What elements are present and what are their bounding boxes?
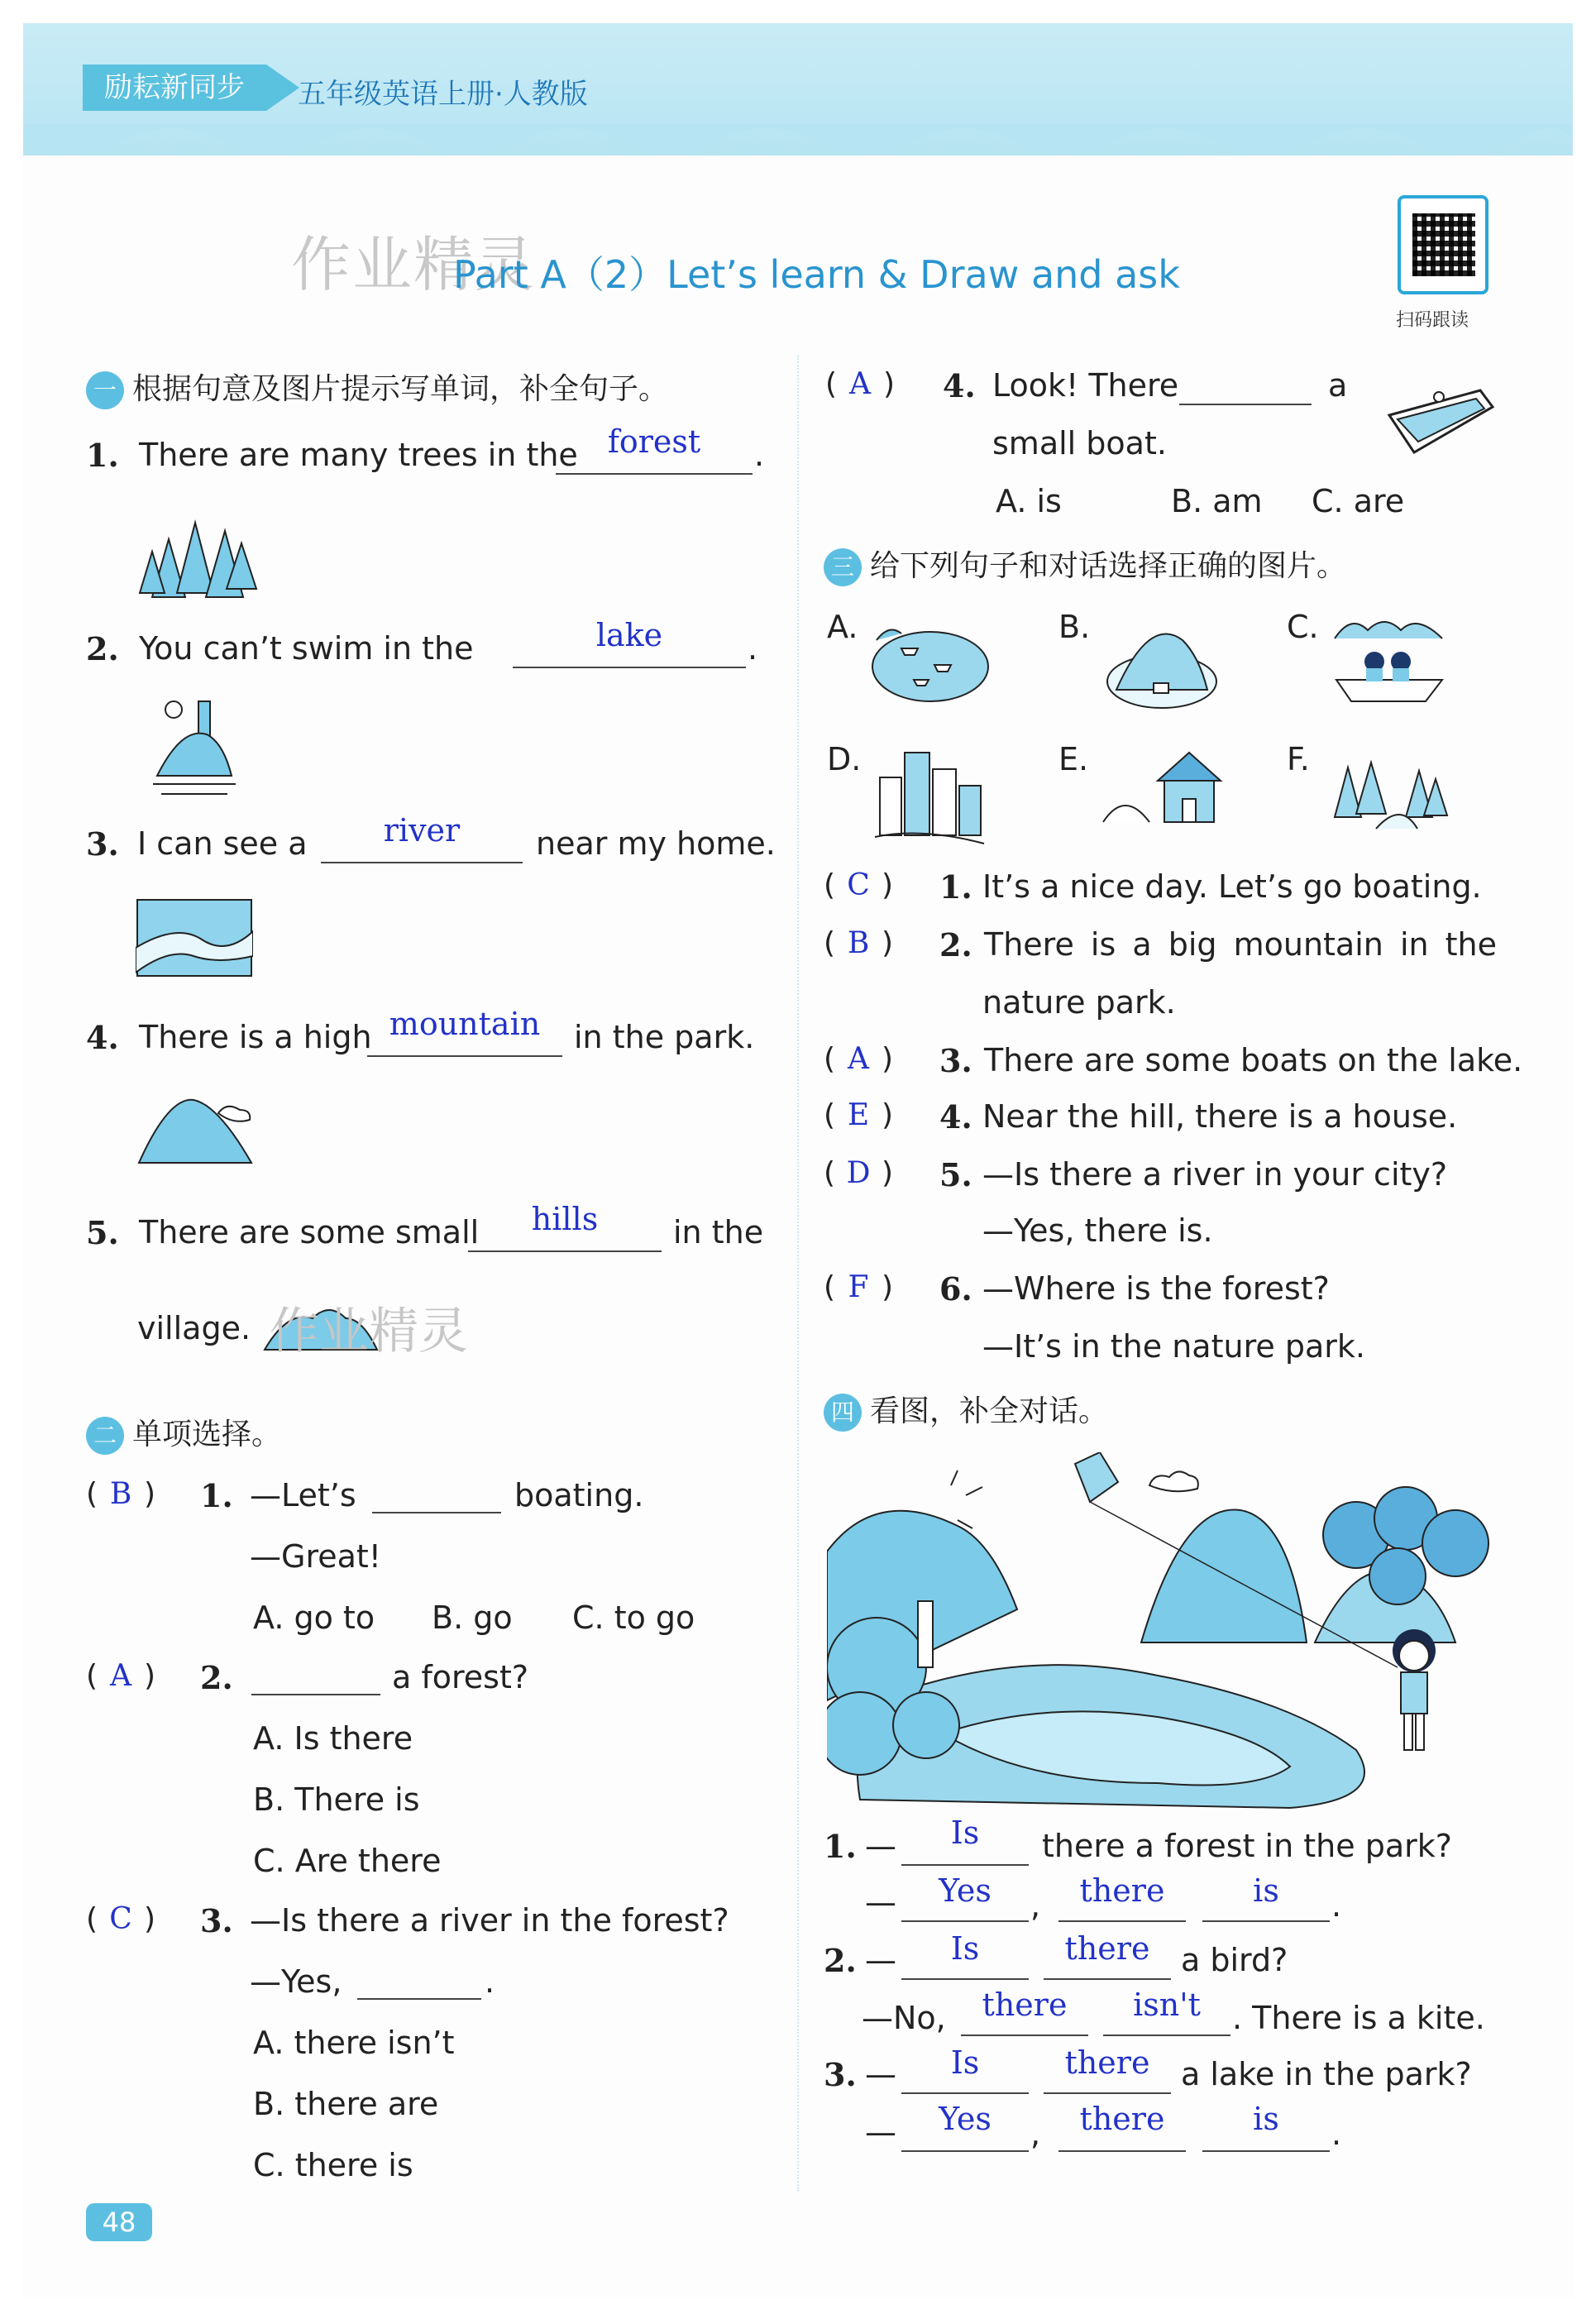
section3-heading bbox=[824, 543, 1346, 586]
s4-q1-rest: there a forest in the park? bbox=[1042, 1828, 1452, 1864]
section3-heading-text: 给下列句子和对话选择正确的图片。 bbox=[870, 549, 1347, 583]
s1-item2-after: . bbox=[748, 630, 758, 667]
s4-q1-blank-b1[interactable] bbox=[901, 1920, 1029, 1922]
s3-item1-answer: C bbox=[847, 868, 870, 902]
s3-label-b: B. bbox=[1058, 609, 1091, 645]
s4-q1-b1: Yes bbox=[939, 1872, 992, 1909]
s2-q4-paren[interactable]: ( A ) bbox=[825, 367, 896, 401]
s3-item3-text: There are some boats on the lake. bbox=[984, 1042, 1523, 1078]
s3-item2-text: There is a big mountain in the bbox=[984, 926, 1498, 963]
s4-q2-rest2: . There is a kite. bbox=[1232, 2000, 1485, 2036]
s1-item2-answer: lake bbox=[595, 617, 663, 653]
section2-badge: 二 bbox=[86, 1417, 124, 1455]
s2-q3-paren[interactable]: ( C ) bbox=[86, 1902, 156, 1936]
s4-q3-a1: Is bbox=[950, 2044, 980, 2081]
section1-heading bbox=[86, 366, 668, 409]
s2-q3-optA: A. there isn’t bbox=[253, 2025, 455, 2061]
s4-q3-period: . bbox=[1331, 2116, 1342, 2152]
s3-item1-paren[interactable]: ( C ) bbox=[824, 868, 894, 902]
header-wave bbox=[23, 124, 1573, 165]
s4-q3-b1: Yes bbox=[939, 2101, 992, 2137]
s1-item1-num: 1. bbox=[86, 437, 119, 474]
s3-item4-answer: E bbox=[847, 1098, 870, 1132]
s2-q3-line2: —Yes, bbox=[250, 1963, 342, 2000]
lake-picture bbox=[149, 693, 240, 801]
s4-q2-a2: there bbox=[1064, 1930, 1150, 1967]
s3-item4-paren[interactable]: ( E ) bbox=[824, 1098, 894, 1132]
picture-e-house bbox=[1100, 748, 1224, 830]
s2-q1-line1b: boating. bbox=[514, 1477, 644, 1513]
s2-q2-line1: a forest? bbox=[392, 1659, 529, 1695]
section2-heading-text: 单项选择。 bbox=[132, 1418, 282, 1451]
s3-label-d: D. bbox=[827, 741, 862, 777]
s4-q2-b2: isn't bbox=[1133, 1987, 1201, 2023]
s4-q2-b1: there bbox=[982, 1987, 1068, 2023]
s3-item6-paren[interactable]: ( F ) bbox=[824, 1270, 894, 1304]
s2-q1-line1a: —Let’s bbox=[250, 1477, 356, 1513]
s1-item2-num: 2. bbox=[86, 630, 119, 667]
section1-badge: 一 bbox=[86, 371, 124, 409]
s2-q3-blank[interactable] bbox=[357, 1998, 481, 2000]
picture-b-mountain bbox=[1100, 615, 1224, 711]
s4-q1-a1: Is bbox=[950, 1815, 980, 1851]
s3-item5-text: —Is there a river in your city? bbox=[982, 1156, 1448, 1193]
s1-item4-answer: mountain bbox=[389, 1006, 541, 1042]
s2-q2-optB: B. There is bbox=[253, 1781, 420, 1818]
s2-q3-optC: C. there is bbox=[253, 2147, 413, 2183]
s2-q2-paren[interactable]: ( A ) bbox=[86, 1659, 156, 1693]
qr-pattern bbox=[1412, 213, 1475, 276]
s4-q2-blank-a1[interactable] bbox=[901, 1978, 1029, 1980]
s2-q4-num: 4. bbox=[943, 367, 976, 404]
s2-q3-optB: B. there are bbox=[253, 2086, 439, 2122]
s3-item3-num: 3. bbox=[939, 1042, 972, 1079]
s2-q4-optA: A. is bbox=[996, 483, 1062, 519]
s3-item5-num: 5. bbox=[939, 1156, 972, 1193]
s4-q3-rest: a lake in the park? bbox=[1181, 2056, 1472, 2092]
s4-q3-dash2: — bbox=[865, 2114, 896, 2150]
s1-item4-before: There is a high bbox=[139, 1019, 372, 1055]
s4-q1-blank-b3[interactable] bbox=[1202, 1920, 1330, 1922]
s2-q4-optC: C. are bbox=[1312, 483, 1405, 519]
s4-q3-a2: there bbox=[1064, 2044, 1150, 2081]
park-scene-picture bbox=[827, 1452, 1497, 1816]
s4-q3-dash: — bbox=[865, 2056, 896, 2092]
picture-c-boating bbox=[1326, 614, 1450, 710]
s3-item3-paren[interactable]: ( A ) bbox=[824, 1042, 894, 1076]
s2-q4-line1a: Look! There bbox=[992, 367, 1179, 404]
s2-q2-optA: A. Is there bbox=[253, 1720, 413, 1757]
s4-q2-no: —No, bbox=[862, 2000, 946, 2036]
picture-d-city bbox=[872, 744, 987, 849]
s3-item2-num: 2. bbox=[939, 926, 972, 963]
s2-q3-line2b: . bbox=[485, 1963, 495, 2000]
s1-item4-num: 4. bbox=[86, 1019, 119, 1056]
s3-item5-text2: —Yes, there is. bbox=[982, 1212, 1213, 1249]
s4-q2-blank-b1[interactable] bbox=[961, 2035, 1088, 2036]
s1-item3-num: 3. bbox=[86, 825, 119, 863]
s4-q2-blank-a2[interactable] bbox=[1044, 1978, 1171, 1980]
s3-item2-paren[interactable]: ( B ) bbox=[824, 926, 894, 960]
s3-label-a: A. bbox=[827, 609, 858, 645]
mountain-picture bbox=[136, 1088, 256, 1164]
s2-q3-answer: C bbox=[109, 1902, 132, 1936]
s4-q3-b3: is bbox=[1253, 2101, 1279, 2137]
s2-q1-answer: B bbox=[109, 1477, 132, 1511]
s4-q3-blank-b3[interactable] bbox=[1202, 2150, 1330, 2152]
s1-item3-blank[interactable] bbox=[321, 862, 523, 863]
picture-a-lake-boats bbox=[868, 615, 992, 706]
s1-item5-blank[interactable] bbox=[468, 1250, 662, 1252]
s4-q2-num: 2. bbox=[824, 1942, 857, 1979]
s1-item5-answer: hills bbox=[531, 1201, 599, 1237]
s4-q2-dash: — bbox=[865, 1942, 896, 1978]
s4-q3-blank-a1[interactable] bbox=[901, 2092, 1029, 2094]
qr-code[interactable] bbox=[1398, 195, 1488, 294]
s1-item3-before: I can see a bbox=[137, 825, 308, 862]
s4-q2-a1: Is bbox=[950, 1930, 980, 1967]
s2-q1-num: 1. bbox=[200, 1477, 233, 1514]
s2-q4-line2: small boat. bbox=[992, 425, 1167, 461]
s2-q3-line1: —Is there a river in the forest? bbox=[250, 1902, 729, 1939]
s1-item3-after: near my home. bbox=[536, 825, 776, 862]
s4-q3-num: 3. bbox=[824, 2056, 857, 2093]
s4-q1-comma: , bbox=[1030, 1887, 1041, 1924]
s2-q4-answer: A bbox=[849, 367, 872, 401]
s3-item6-num: 6. bbox=[939, 1270, 972, 1308]
s3-item6-answer: F bbox=[848, 1270, 869, 1304]
s2-q4-blank[interactable] bbox=[1179, 404, 1312, 405]
s3-item1-num: 1. bbox=[939, 868, 972, 906]
s3-item4-num: 4. bbox=[939, 1098, 972, 1136]
s1-item5-num: 5. bbox=[86, 1214, 119, 1251]
s2-q1-optC: C. to go bbox=[572, 1599, 695, 1636]
picture-f-forest bbox=[1326, 751, 1450, 830]
s3-label-c: C. bbox=[1287, 609, 1319, 645]
s4-q3-b2: there bbox=[1079, 2101, 1165, 2137]
brand-label: 励耘新同步 bbox=[83, 65, 266, 111]
s4-q1-blank-b2[interactable] bbox=[1058, 1920, 1186, 1922]
s3-label-e: E. bbox=[1058, 741, 1089, 777]
page-title: Part A（2）Let’s learn & Draw and ask bbox=[453, 252, 1180, 297]
book-subtitle: 五年级英语上册·人教版 bbox=[298, 78, 588, 111]
section2-heading bbox=[86, 1411, 281, 1455]
s3-item6-text: —Where is the forest? bbox=[982, 1270, 1330, 1307]
section4-heading-text: 看图，补全对话。 bbox=[870, 1394, 1109, 1428]
s3-item4-text: Near the hill, there is a house. bbox=[982, 1098, 1458, 1135]
s4-q2-blank-b2[interactable] bbox=[1103, 2035, 1230, 2036]
s3-item3-answer: A bbox=[848, 1042, 870, 1076]
s1-item2-before: You can’t swim in the bbox=[139, 630, 474, 667]
s1-item3-answer: river bbox=[383, 812, 461, 849]
s3-label-f: F. bbox=[1287, 741, 1310, 777]
section4-heading bbox=[824, 1388, 1108, 1432]
s2-q2-answer: A bbox=[110, 1659, 132, 1693]
section4-badge: 四 bbox=[824, 1394, 862, 1432]
s3-item5-paren[interactable]: ( D ) bbox=[824, 1156, 894, 1190]
s4-q3-blank-a2[interactable] bbox=[1044, 2092, 1171, 2094]
s2-q1-paren[interactable]: ( B ) bbox=[86, 1477, 156, 1511]
s1-item4-blank[interactable] bbox=[367, 1055, 562, 1057]
s4-q1-dash2: — bbox=[865, 1884, 896, 1920]
s1-item1-before: There are many trees in the bbox=[139, 437, 578, 473]
s1-item4-after: in the park. bbox=[574, 1019, 755, 1055]
s4-q1-period: . bbox=[1331, 1887, 1342, 1924]
s2-q1-optA: A. go to bbox=[253, 1599, 375, 1636]
s2-q2-blank[interactable] bbox=[251, 1694, 380, 1695]
s4-q1-blank-a1[interactable] bbox=[901, 1864, 1029, 1866]
title-watermark: 作业精灵 bbox=[291, 230, 537, 299]
qr-label: 扫码跟读 bbox=[1396, 310, 1469, 331]
s4-q1-num: 1. bbox=[824, 1828, 857, 1865]
s1-item1-answer: forest bbox=[607, 423, 701, 460]
s1-item5-after: in the bbox=[673, 1214, 764, 1250]
s2-q2-num: 2. bbox=[200, 1659, 233, 1696]
s1-item5-line2: village. bbox=[137, 1310, 251, 1346]
s4-q1-b2: there bbox=[1079, 1872, 1165, 1909]
s4-q2-rest: a bird? bbox=[1181, 1942, 1288, 1978]
s2-q1-blank[interactable] bbox=[372, 1512, 501, 1513]
boat-picture bbox=[1381, 374, 1497, 465]
column-divider bbox=[797, 356, 799, 2192]
s1-item1-blank[interactable] bbox=[556, 473, 753, 475]
section1-heading-text: 根据句意及图片提示写单词，补全句子。 bbox=[132, 372, 669, 406]
s4-q3-comma: , bbox=[1030, 2116, 1041, 2152]
river-picture bbox=[136, 898, 253, 978]
s3-item1-text: It’s a nice day. Let’s go boating. bbox=[982, 868, 1482, 905]
page-number: 48 bbox=[86, 2203, 152, 2241]
forest-picture bbox=[136, 506, 260, 601]
s1-item1-after: . bbox=[754, 437, 765, 473]
s4-q1-dash: — bbox=[865, 1828, 896, 1864]
s1-item2-blank[interactable] bbox=[513, 667, 746, 668]
s3-item6-text2: —It’s in the nature park. bbox=[982, 1328, 1365, 1365]
s3-item5-answer: D bbox=[846, 1156, 871, 1190]
s2-q2-optC: C. Are there bbox=[253, 1843, 442, 1879]
section3-badge: 三 bbox=[824, 548, 862, 586]
s4-q3-blank-b2[interactable] bbox=[1058, 2150, 1186, 2152]
s4-q1-b3: is bbox=[1253, 1872, 1279, 1909]
s2-q1-line2: —Great! bbox=[250, 1538, 382, 1575]
s2-q3-num: 3. bbox=[200, 1902, 233, 1939]
s4-q3-blank-b1[interactable] bbox=[901, 2150, 1029, 2152]
s2-q4-line1b: a bbox=[1328, 367, 1348, 404]
s3-item2-text2: nature park. bbox=[982, 984, 1176, 1021]
s1-watermark: 作业精灵 bbox=[270, 1303, 468, 1360]
s1-item5-before: There are some small bbox=[139, 1214, 480, 1250]
s3-item2-answer: B bbox=[847, 926, 870, 960]
s2-q4-optB: B. am bbox=[1171, 483, 1263, 519]
s2-q1-optB: B. go bbox=[432, 1599, 513, 1636]
